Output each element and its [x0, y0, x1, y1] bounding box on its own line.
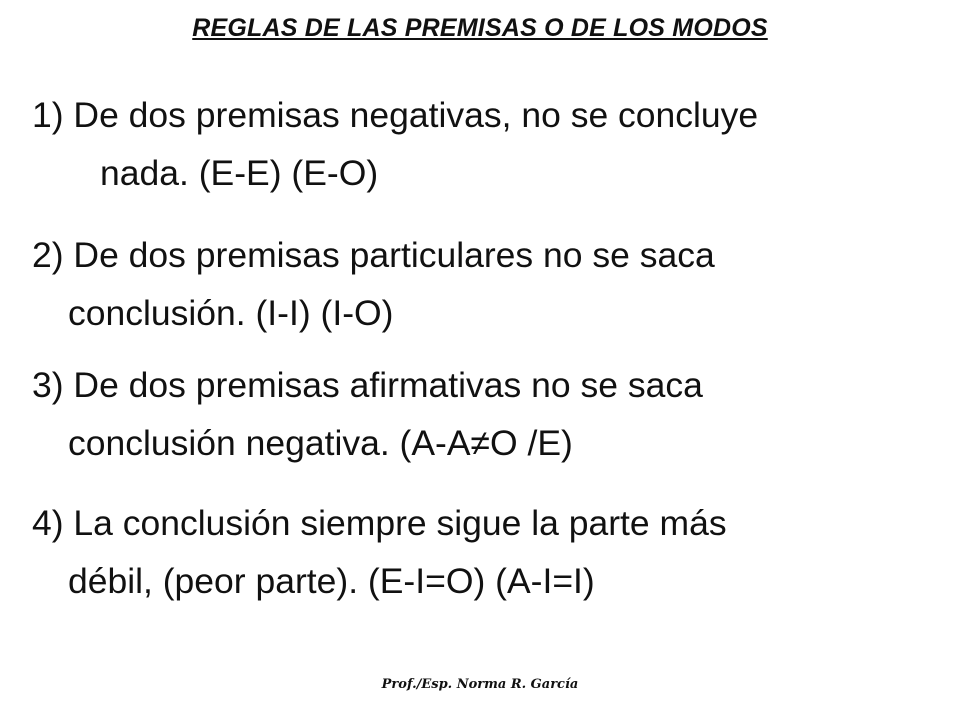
rule-3-line-2: conclusión negativa. (A-A≠O /E) — [68, 423, 573, 463]
rule-4 — [32, 494, 727, 610]
rule-2 — [32, 226, 715, 342]
rule-4-line-1: 4) La conclusión siempre sigue la parte más — [32, 503, 727, 543]
rule-2-line-1: 2) De dos premisas particulares no se saca — [32, 235, 715, 275]
rule-1-line-1: 1) De dos premisas negativas, no se concluye — [32, 95, 759, 135]
rule-2-line-2: conclusión. (I-I) (I-O) — [68, 293, 394, 333]
rule-3 — [32, 356, 703, 472]
rule-1-line-2: nada. (E-E) (E-O) — [100, 153, 379, 193]
slide-title: REGLAS DE LAS PREMISAS O DE LOS MODOS — [192, 14, 768, 42]
author-footer: Prof./Esp. Norma R. García — [381, 677, 579, 692]
rule-3-line-1: 3) De dos premisas afirmativas no se saca — [32, 365, 703, 405]
rule-4-line-2: débil, (peor parte). (E-I=O) (A-I=I) — [68, 561, 595, 601]
rule-1 — [32, 86, 758, 202]
